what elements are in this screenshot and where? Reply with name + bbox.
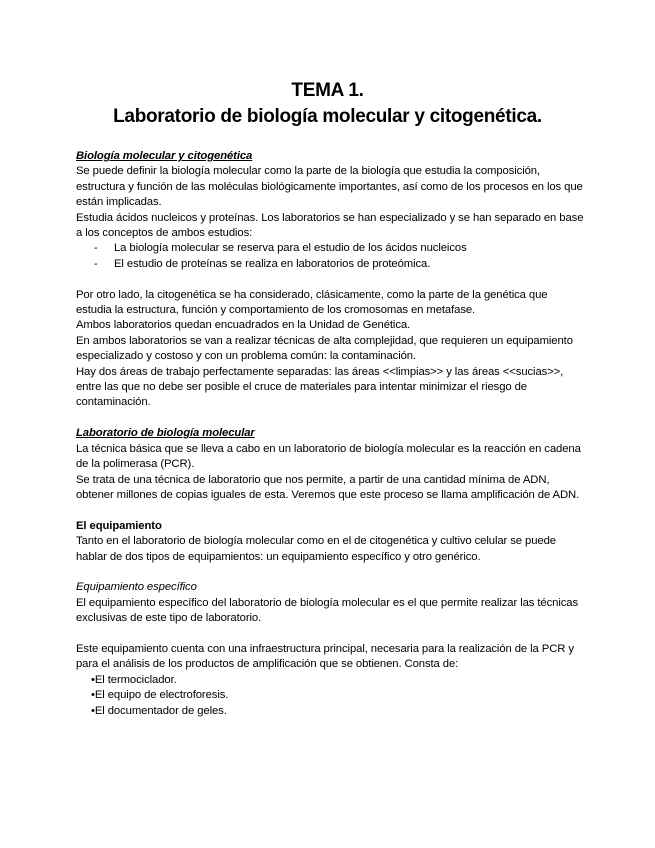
- spacer: [76, 627, 586, 642]
- paragraph: Se puede definir la biología molecular como la parte de la biología que estudia la composición, estructura y función de las moléculas biológicamente importantes, así como de los procesos en los que están implicadas.: [76, 165, 583, 209]
- spacer: [76, 411, 586, 426]
- subsection-heading-equipamiento-especifico: Equipamiento específico: [76, 581, 197, 594]
- paragraph: Hay dos áreas de trabajo perfectamente separadas: las áreas <<limpias>> y las áreas <<sucias>>, entre las que no debe ser posible el cruce de materiales para intentar minimizar el riesgo de contaminación.: [76, 365, 564, 409]
- document-title: [0, 78, 655, 130]
- paragraph: Se trata de una técnica de laboratorio que nos permite, a partir de una cantidad mínima de ADN, obtener millones de copias iguales de esta. Veremos que este proceso se llama amplificación de ADN.: [76, 473, 580, 501]
- paragraph: El equipamiento específico del laboratorio de biología molecular es el que permite realizar las técnicas exclusivas de este tipo de laboratorio.: [76, 596, 579, 625]
- title-line-2: Laboratorio de biología molecular y citogenética.: [113, 106, 542, 127]
- spacer: [76, 272, 586, 287]
- list-item: •El documentador de geles.: [91, 704, 227, 717]
- paragraph: En ambos laboratorios se van a realizar técnicas de alta complejidad, que requieren un equipamiento especializado y costoso y con un problema común: la contaminación.: [76, 334, 573, 363]
- paragraph: Ambos laboratorios quedan encuadrados en la Unidad de Genética.: [76, 319, 411, 332]
- paragraph: Tanto en el laboratorio de biología molecular como en el de citogenética y cultivo celular se puede hablar de dos tipos de equipamientos: un equipamiento específico y otro genérico.: [76, 535, 556, 563]
- section-heading-equipamiento: El equipamiento: [76, 519, 162, 532]
- paragraph: Por otro lado, la citogenética se ha considerado, clásicamente, como la parte de la genética que estudia la estructura, función y comportamiento de los cromosomas en metafase.: [76, 288, 548, 317]
- paragraph: Este equipamiento cuenta con una infraestructura principal, necesaria para la realización de la PCR y para el análisis de los productos de amplificación que se obtienen. Consta de:: [76, 642, 574, 671]
- document-body: [76, 149, 586, 719]
- bullet-list: [76, 673, 586, 719]
- list-item: - La biología molecular se reserva para el estudio de los ácidos nucleicos: [94, 241, 586, 256]
- list-item: •El termociclador.: [91, 673, 177, 686]
- title-line-1: TEMA 1.: [291, 80, 364, 101]
- dash-list: [76, 241, 586, 272]
- section-heading-biologia-citogenetica: Biología molecular y citogenética: [76, 150, 253, 162]
- section-heading-laboratorio-biologia: Laboratorio de biología molecular: [76, 427, 255, 440]
- paragraph: Estudia ácidos nucleicos y proteínas. Los laboratorios se han especializado y se han separado en base a los conceptos de ambos estudios:: [76, 211, 584, 240]
- list-item: - El estudio de proteínas se realiza en laboratorios de proteómica.: [94, 257, 586, 272]
- spacer: [76, 565, 586, 580]
- spacer: [76, 503, 586, 518]
- list-item: •El equipo de electroforesis.: [91, 689, 229, 702]
- paragraph: La técnica básica que se lleva a cabo en un laboratorio de biología molecular es la reacción en cadena de la polimerasa (PCR).: [76, 442, 581, 471]
